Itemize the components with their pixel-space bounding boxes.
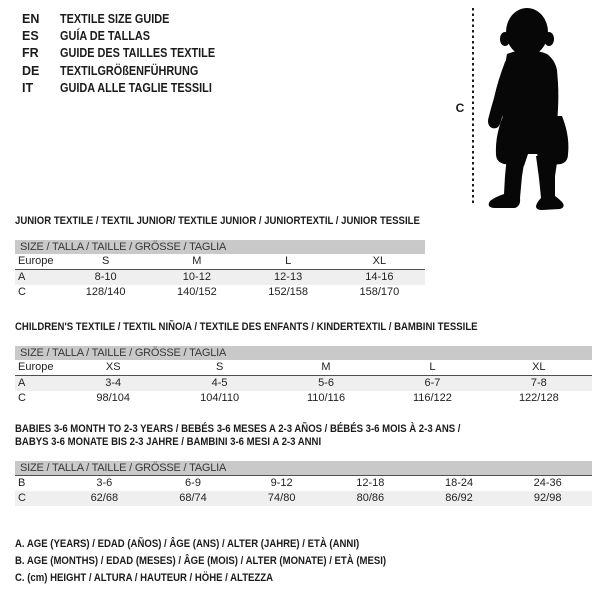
cell: 92/98 bbox=[533, 492, 562, 504]
cell: 68/74 bbox=[179, 492, 207, 504]
cell: 12-13 bbox=[274, 271, 303, 283]
table-title-text: BABYS 3-6 MONATE BIS 2-3 JAHRE / BAMBINI 3-6 MESI A 2-3 ANNI bbox=[15, 436, 322, 448]
cell: 140/152 bbox=[176, 286, 217, 298]
language-code: EN bbox=[22, 11, 40, 26]
language-header bbox=[22, 10, 238, 97]
table-title bbox=[15, 215, 425, 228]
language-code: IT bbox=[22, 81, 34, 96]
size-header-text: SIZE / TALLA / TAILLE / GRÖSSE / TAGLIA bbox=[20, 462, 227, 474]
cell: 24-36 bbox=[533, 477, 562, 489]
junior-textile-table bbox=[15, 215, 425, 300]
measure-label-c: C bbox=[455, 101, 465, 115]
measurement-legend bbox=[15, 536, 442, 587]
spacer bbox=[15, 449, 592, 461]
row-label: C bbox=[18, 286, 26, 298]
language-title: GUIDA ALLE TAGLIE TESSILI bbox=[60, 81, 212, 96]
cell: 152/158 bbox=[268, 286, 308, 298]
table-title-line2 bbox=[15, 436, 592, 449]
size-cell: L bbox=[429, 361, 436, 373]
cell: 7-8 bbox=[530, 377, 547, 389]
language-title: TEXTILGRÖßENFÜHRUNG bbox=[60, 63, 199, 78]
size-header-bar bbox=[15, 346, 592, 360]
cell: 3-6 bbox=[96, 477, 113, 489]
cell: 116/122 bbox=[412, 392, 452, 404]
cell: 18-24 bbox=[444, 477, 474, 489]
table-row-b bbox=[15, 476, 592, 491]
row-label: C bbox=[18, 492, 26, 504]
baby-silhouette-figure bbox=[450, 4, 600, 214]
cell: 8-10 bbox=[94, 271, 117, 283]
language-row-it bbox=[22, 80, 238, 97]
cell: 5-6 bbox=[318, 377, 334, 389]
legend-text: A. AGE (YEARS) / EDAD (AÑOS) / ÂGE (ANS) / ALTER (JAHRE) / ETÀ (ANNI) bbox=[15, 538, 360, 550]
cell: 14-16 bbox=[365, 271, 394, 283]
size-cell: XS bbox=[105, 361, 121, 373]
language-row-de bbox=[22, 62, 238, 79]
language-title: TEXTILE SIZE GUIDE bbox=[60, 11, 170, 26]
table-row-a bbox=[15, 270, 425, 285]
table-title-text: CHILDREN'S TEXTILE / TEXTIL NIÑO/A / TEXTILE DES ENFANTS / KINDERTEXTIL / BAMBINI TESSILE bbox=[15, 321, 478, 333]
cell: 122/128 bbox=[518, 392, 559, 404]
region-row bbox=[15, 360, 592, 376]
spacer bbox=[15, 334, 592, 346]
size-header-bar bbox=[15, 461, 592, 476]
legend-line-a bbox=[15, 536, 442, 553]
row-label: A bbox=[18, 271, 26, 283]
cell: 74/80 bbox=[267, 492, 296, 504]
row-label: C bbox=[18, 392, 26, 404]
language-code: ES bbox=[22, 29, 39, 44]
cell: 12-18 bbox=[356, 477, 385, 489]
table-title bbox=[15, 321, 592, 334]
row-label: A bbox=[18, 377, 26, 389]
size-header-bar bbox=[15, 240, 425, 254]
cell: 104/110 bbox=[200, 392, 240, 404]
language-title: GUÍA DE TALLAS bbox=[60, 29, 151, 44]
babies-textile-table bbox=[15, 423, 592, 506]
language-title: GUIDE DES TAILLES TEXTILE bbox=[60, 46, 216, 61]
size-cell: M bbox=[321, 361, 331, 373]
childrens-textile-table bbox=[15, 321, 592, 406]
cell: 110/116 bbox=[306, 392, 346, 404]
legend-line-b bbox=[15, 553, 442, 570]
region-label: Europe bbox=[18, 361, 54, 373]
legend-line-c bbox=[15, 570, 442, 587]
legend-text: C. (cm) HEIGHT / ALTURA / HAUTEUR / HÖHE / ALTEZZA bbox=[15, 572, 274, 584]
cell: 158/170 bbox=[359, 286, 400, 298]
table-title-text: BABIES 3-6 MONTH TO 2-3 YEARS / BEBÉS 3-6 MESES A 2-3 AÑOS / BÉBÉS 3-6 MOIS À 2-3 ANS / bbox=[15, 423, 461, 435]
size-cell: S bbox=[215, 361, 224, 373]
row-label: B bbox=[18, 477, 26, 489]
cell: 3-4 bbox=[105, 377, 122, 389]
language-row-en bbox=[22, 10, 238, 27]
legend-text: B. AGE (MONTHS) / EDAD (MESES) / ÂGE (MOIS) / ALTER (MONATE) / ETÀ (MESI) bbox=[15, 555, 387, 567]
region-label: Europe bbox=[18, 255, 54, 267]
spacer bbox=[15, 228, 425, 240]
size-cell: XL bbox=[532, 361, 546, 373]
baby-silhouette bbox=[488, 8, 568, 210]
language-code: DE bbox=[22, 63, 40, 78]
size-cell: L bbox=[285, 255, 292, 267]
cell: 98/104 bbox=[96, 392, 131, 404]
size-cell: XL bbox=[372, 255, 387, 267]
region-row bbox=[15, 254, 425, 270]
cell: 62/68 bbox=[90, 492, 119, 504]
size-cell: M bbox=[192, 255, 202, 267]
cell: 128/140 bbox=[85, 286, 126, 298]
table-row-c bbox=[15, 391, 592, 406]
size-cell: S bbox=[101, 255, 110, 267]
size-header-text: SIZE / TALLA / TAILLE / GRÖSSE / TAGLIA bbox=[20, 241, 227, 253]
table-title-text: JUNIOR TEXTILE / TEXTIL JUNIOR/ TEXTILE JUNIOR / JUNIORTEXTIL / JUNIOR TESSILE bbox=[15, 215, 420, 227]
language-code: FR bbox=[22, 46, 39, 61]
cell: 86/92 bbox=[445, 492, 473, 504]
table-row-c bbox=[15, 491, 592, 506]
size-header-text: SIZE / TALLA / TAILLE / GRÖSSE / TAGLIA bbox=[20, 347, 227, 359]
table-title bbox=[15, 423, 592, 436]
table-row-a bbox=[15, 376, 592, 391]
table-row-c bbox=[15, 285, 425, 300]
language-row-es bbox=[22, 27, 238, 44]
cell: 80/86 bbox=[356, 492, 385, 504]
language-row-fr bbox=[22, 45, 238, 62]
cell: 10-12 bbox=[182, 271, 211, 283]
cell: 6-7 bbox=[424, 377, 441, 389]
cell: 4-5 bbox=[211, 377, 228, 389]
cell: 6-9 bbox=[185, 477, 201, 489]
cell: 9-12 bbox=[270, 477, 293, 489]
